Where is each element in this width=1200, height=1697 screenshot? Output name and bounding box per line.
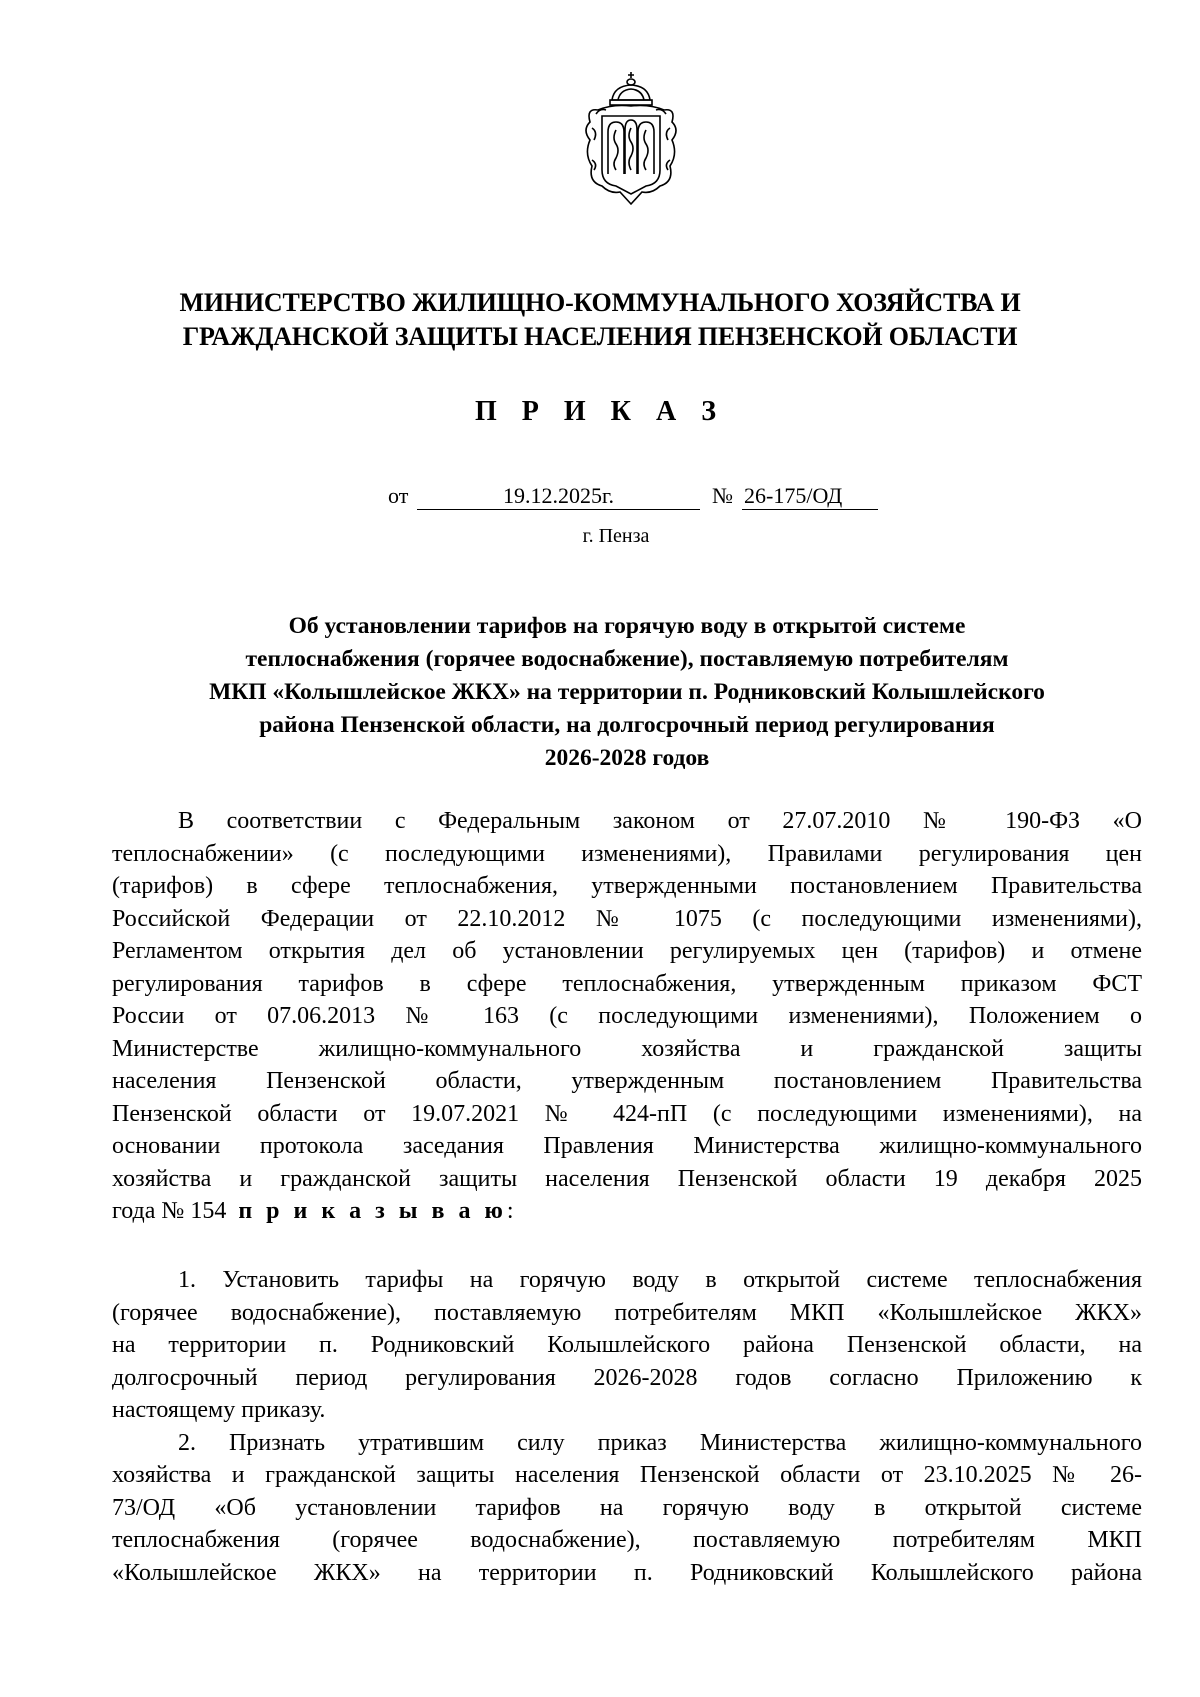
- item2-line: теплоснабжения (горячее водоснабжение), поставляемую потребителям МКП: [112, 1527, 1142, 1553]
- coat-of-arms-emblem: [576, 70, 686, 208]
- preamble-line: Министерстве жилищно-коммунального хозяйства и гражданской защиты: [112, 1035, 1142, 1062]
- document-type-heading: П Р И К А З: [475, 396, 725, 427]
- ministry-name-line2: ГРАЖДАНСКОЙ ЗАЩИТЫ НАСЕЛЕНИЯ ПЕНЗЕНСКОЙ ОБЛАСТИ: [182, 322, 1018, 351]
- order-title-line: теплоснабжения (горячее водоснабжение), поставляемую потребителям: [245, 646, 1009, 672]
- order-date: 19.12.2025г.: [417, 483, 700, 510]
- preamble-colon: :: [506, 1198, 514, 1224]
- date-label: от: [388, 483, 409, 508]
- preamble-line: (тарифов) в сфере теплоснабжения, утвержденными постановлением Правительства: [112, 873, 1142, 899]
- preamble-line: основании протокола заседания Правления Министерства жилищно-коммунального: [112, 1133, 1142, 1159]
- preamble-line: Российской Федерации от 22.10.2012 № 1075 (с последующими изменениями),: [112, 905, 1142, 932]
- preamble-line: Регламентом открытия дел об установлении регулируемых цен (тарифов) и отмене: [112, 938, 1142, 964]
- order-verb: п р и к а з ы в а ю: [238, 1198, 507, 1224]
- order-title-line: района Пензенской области, на долгосрочный период регулирования: [259, 712, 995, 738]
- order-title-line: 2026-2028 годов: [544, 745, 710, 771]
- preamble-line: населения Пензенской области, утвержденным постановлением Правительства: [112, 1068, 1142, 1094]
- item1-line: на территории п. Родниковский Колышлейского района Пензенской области, на: [112, 1332, 1142, 1358]
- preamble-line: регулирования тарифов в сфере теплоснабжения, утвержденным приказом ФСТ: [112, 970, 1142, 997]
- item1-line: (горячее водоснабжение), поставляемую потребителям МКП «Колышлейское ЖКХ»: [112, 1299, 1142, 1326]
- order-number: 26-175/ОД: [742, 483, 878, 510]
- item2-line: 2. Признать утратившим силу приказ Министерства жилищно-коммунального: [178, 1429, 1142, 1456]
- preamble-line: России от 07.06.2013 № 163 (с последующими изменениями), Положением о: [112, 1003, 1142, 1029]
- preamble-line-start: года № 154: [112, 1198, 227, 1224]
- item2-line: 73/ОД «Об установлении тарифов на горячую воду в открытой системе: [112, 1494, 1142, 1521]
- preamble-line: теплоснабжении» (с последующими изменениями), Правилами регулирования цен: [112, 840, 1142, 867]
- preamble-line: Пензенской области от 19.07.2021 № 424-пП (с последующими изменениями), на: [112, 1100, 1142, 1127]
- preamble-last-line: [112, 1195, 1142, 1228]
- item1-line: 1. Установить тарифы на горячую воду в открытой системе теплоснабжения: [178, 1267, 1142, 1293]
- number-label: №: [712, 483, 733, 508]
- ministry-name-line1: МИНИСТЕРСТВО ЖИЛИЩНО-КОММУНАЛЬНОГО ХОЗЯЙСТВА И: [179, 288, 1021, 317]
- order-title-line: Об установлении тарифов на горячую воду в открытой системе: [288, 613, 966, 639]
- item1-line: долгосрочный период регулирования 2026-2028 годов согласно Приложению к: [112, 1364, 1142, 1391]
- item1-line: настоящему приказу.: [112, 1397, 326, 1423]
- city-name: г. Пенза: [582, 525, 650, 547]
- item2-line: «Колышлейское ЖКХ» на территории п. Родниковский Колышлейского района: [112, 1559, 1142, 1586]
- preamble-line: В соответствии с Федеральным законом от 27.07.2010 № 190-ФЗ «О: [178, 808, 1142, 834]
- item2-line: хозяйства и гражданской защиты населения Пензенской области от 23.10.2025 № 26-: [112, 1462, 1142, 1488]
- order-title-line: МКП «Колышлейское ЖКХ» на территории п. Родниковский Колышлейского: [209, 679, 1045, 705]
- preamble-line: хозяйства и гражданской защиты населения Пензенской области 19 декабря 2025: [112, 1165, 1142, 1192]
